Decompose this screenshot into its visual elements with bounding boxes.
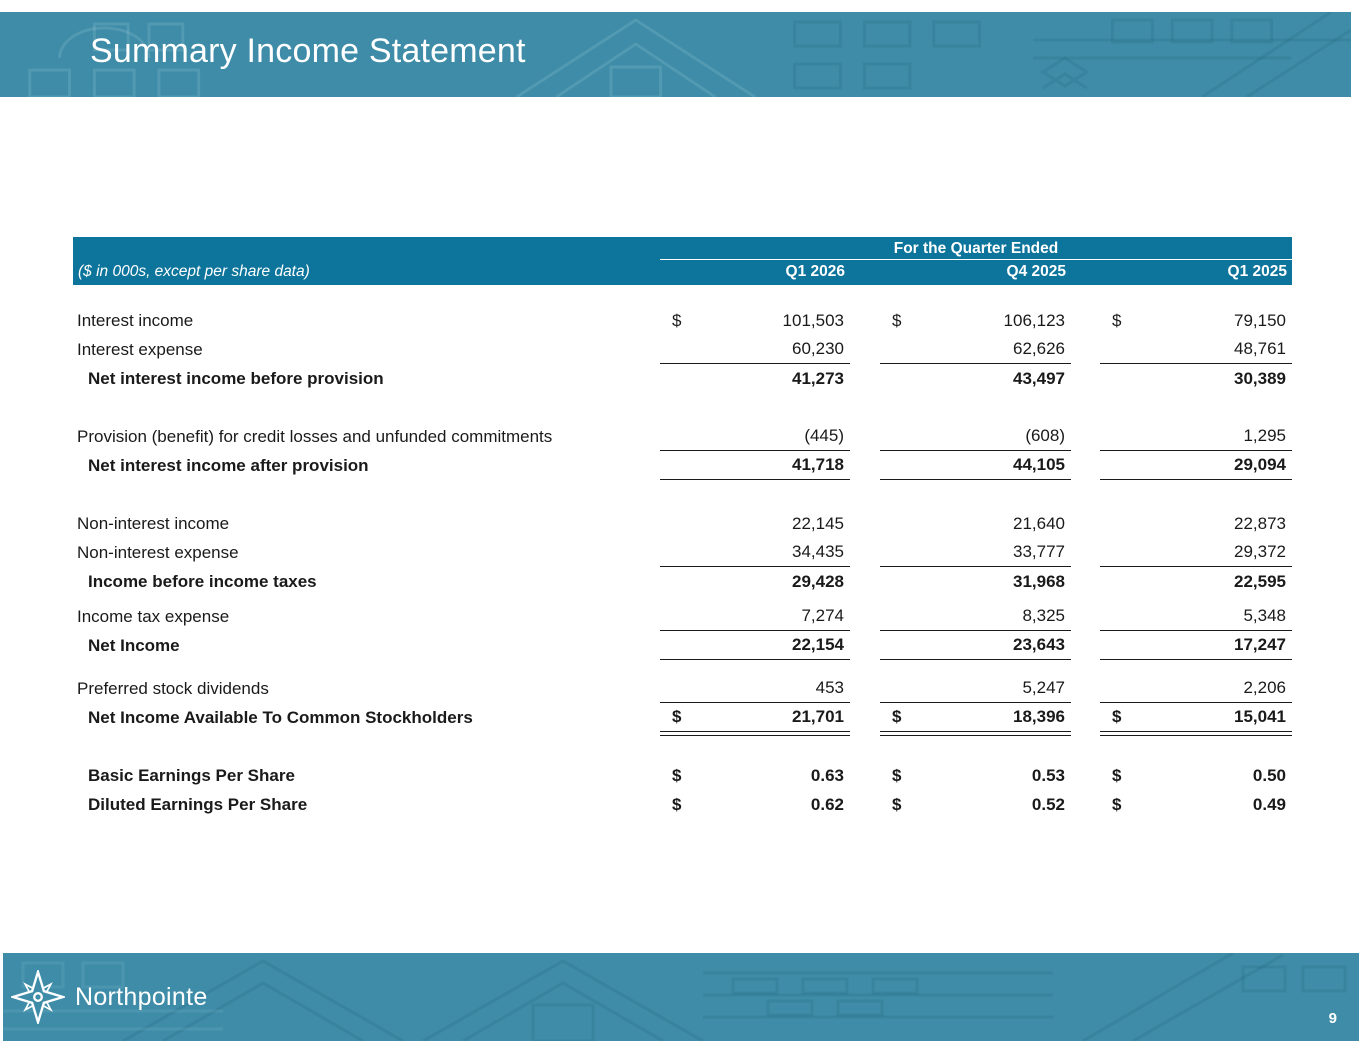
- table-row: [73, 790, 1292, 819]
- cell-q1-2026: [660, 306, 850, 335]
- logo: [11, 970, 208, 1024]
- cell-value: (445): [804, 426, 844, 445]
- row-label: Non-interest expense: [77, 542, 239, 562]
- cell-q1-2025: [1100, 703, 1292, 732]
- row-label: Net interest income after provision: [88, 455, 369, 475]
- column-headers: [660, 260, 1292, 284]
- cell-q1-2025: [1100, 674, 1292, 703]
- units-note: ($ in 000s, except per share data): [78, 263, 310, 280]
- row-label: Net Income: [88, 635, 180, 655]
- cell-q1-2025: [1100, 364, 1292, 393]
- cell-value: 0.53: [1031, 765, 1065, 785]
- column-header-q1-2026: Q1 2026: [785, 263, 845, 280]
- table-body: [73, 285, 1292, 819]
- table-header: [73, 237, 1292, 285]
- cell-q1-2026: [660, 335, 850, 364]
- cell-q1-2026: [660, 364, 850, 393]
- row-label: Basic Earnings Per Share: [88, 765, 295, 785]
- cell-q1-2026: [660, 422, 850, 451]
- column-header-q1-2025: Q1 2025: [1227, 263, 1287, 280]
- cell-q1-2025: [1100, 631, 1292, 660]
- row-label: Non-interest income: [77, 513, 230, 533]
- cell-q1-2025: [1100, 567, 1292, 596]
- spacer-row: [73, 393, 1292, 422]
- cell-value: 18,396: [1013, 707, 1065, 726]
- title-banner: [0, 12, 1351, 97]
- cell-value: 60,230: [792, 339, 844, 358]
- cell-value: 29,094: [1234, 455, 1286, 474]
- cell-value: 0.50: [1252, 765, 1286, 785]
- logo-text: Northpointe: [75, 982, 208, 1011]
- spacer-row: [73, 480, 1292, 509]
- cell-value: 15,041: [1234, 707, 1286, 726]
- row-label: Income before income taxes: [88, 571, 317, 591]
- cell-q1-2025: [1100, 602, 1292, 631]
- table-row: [73, 306, 1292, 335]
- table-row: [73, 567, 1292, 596]
- cell-q4-2025: [880, 335, 1071, 364]
- cell-q1-2026: [660, 674, 850, 703]
- dollar-sign: $: [892, 794, 902, 814]
- cell-value: 22,154: [792, 635, 844, 654]
- cell-q4-2025: [880, 306, 1071, 335]
- cell-q1-2026: [660, 631, 850, 660]
- cell-q1-2026: [660, 538, 850, 567]
- dollar-sign: $: [892, 765, 902, 785]
- row-label: Interest expense: [77, 339, 203, 359]
- dollar-sign: $: [1112, 310, 1122, 330]
- cell-q4-2025: [880, 631, 1071, 660]
- cell-value: 453: [815, 678, 844, 697]
- table-row: [73, 538, 1292, 567]
- cell-q1-2026: [660, 509, 850, 538]
- cell-q4-2025: [880, 451, 1071, 480]
- cell-q1-2025: [1100, 509, 1292, 538]
- cell-value: 29,428: [792, 571, 844, 591]
- cell-value: 0.49: [1252, 794, 1286, 814]
- dollar-sign: $: [672, 765, 682, 785]
- table-row: [73, 703, 1292, 732]
- cell-q1-2026: [660, 790, 850, 819]
- cell-q1-2025: [1100, 306, 1292, 335]
- dollar-sign: $: [892, 310, 902, 330]
- row-label: Provision (benefit) for credit losses and unfunded commitments: [77, 426, 553, 446]
- table-row: [73, 422, 1292, 451]
- cell-q4-2025: [880, 567, 1071, 596]
- cell-value: 17,247: [1234, 635, 1286, 654]
- cell-q4-2025: [880, 509, 1071, 538]
- dollar-sign: $: [892, 707, 902, 726]
- cell-value: 1,295: [1243, 426, 1286, 445]
- table-row: [73, 631, 1292, 660]
- table-row: [73, 451, 1292, 480]
- cell-q4-2025: [880, 538, 1071, 567]
- cell-value: 101,503: [782, 310, 844, 330]
- row-label: Preferred stock dividends: [77, 678, 269, 698]
- dollar-sign: $: [672, 794, 682, 814]
- cell-q1-2025: [1100, 538, 1292, 567]
- dollar-sign: $: [1112, 707, 1122, 726]
- cell-value: 22,595: [1234, 571, 1286, 591]
- cell-q4-2025: [880, 674, 1071, 703]
- column-header-q4-2025: Q4 2025: [1006, 263, 1066, 280]
- cell-q1-2025: [1100, 335, 1292, 364]
- cell-value: 62,626: [1013, 339, 1065, 358]
- cell-q1-2026: [660, 451, 850, 480]
- cell-value: 5,247: [1022, 678, 1065, 697]
- cell-q4-2025: [880, 703, 1071, 732]
- cell-value: 0.63: [810, 765, 844, 785]
- cell-value: 44,105: [1013, 455, 1065, 474]
- table-row: [73, 674, 1292, 703]
- table-row: [73, 761, 1292, 790]
- income-statement-table: [73, 237, 1292, 819]
- cell-q1-2025: [1100, 761, 1292, 790]
- cell-q1-2025: [1100, 790, 1292, 819]
- cell-q1-2025: [1100, 422, 1292, 451]
- row-label: Interest income: [77, 310, 194, 330]
- cell-q1-2026: [660, 567, 850, 596]
- cell-value: 41,273: [792, 368, 844, 388]
- cell-value: 43,497: [1013, 368, 1065, 388]
- row-label: Net interest income before provision: [88, 368, 384, 388]
- cell-q1-2026: [660, 761, 850, 790]
- cell-q1-2025: [1100, 451, 1292, 480]
- cell-q1-2026: [660, 703, 850, 732]
- cell-value: 29,372: [1234, 542, 1286, 561]
- cell-value: 2,206: [1243, 678, 1286, 697]
- dollar-sign: $: [672, 707, 682, 726]
- cell-value: 21,640: [1013, 513, 1065, 533]
- cell-q4-2025: [880, 364, 1071, 393]
- cell-value: (608): [1025, 426, 1065, 445]
- cell-value: 31,968: [1013, 571, 1065, 591]
- quarter-header-group: [660, 237, 1292, 285]
- compass-icon: [11, 970, 65, 1024]
- table-row: [73, 364, 1292, 393]
- footer-banner: [3, 953, 1359, 1041]
- cell-q4-2025: [880, 761, 1071, 790]
- cell-value: 8,325: [1022, 606, 1065, 625]
- row-label: Net Income Available To Common Stockholders: [88, 707, 473, 727]
- cell-value: 79,150: [1234, 310, 1286, 330]
- cell-q4-2025: [880, 790, 1071, 819]
- table-row: [73, 509, 1292, 538]
- cell-q4-2025: [880, 422, 1071, 451]
- row-label: Diluted Earnings Per Share: [88, 794, 308, 814]
- table-row: [73, 602, 1292, 631]
- dollar-sign: $: [672, 310, 682, 330]
- group-header-label: For the Quarter Ended: [660, 237, 1292, 260]
- cell-value: 23,643: [1013, 635, 1065, 654]
- cell-value: 22,873: [1234, 513, 1286, 533]
- dollar-sign: $: [1112, 794, 1122, 814]
- table-row: [73, 335, 1292, 364]
- cell-value: 48,761: [1234, 339, 1286, 358]
- spacer-row: [73, 660, 1292, 674]
- cell-value: 34,435: [792, 542, 844, 561]
- cell-value: 0.52: [1031, 794, 1065, 814]
- page-title: Summary Income Statement: [90, 32, 526, 70]
- cell-q4-2025: [880, 602, 1071, 631]
- cell-value: 41,718: [792, 455, 844, 474]
- cell-value: 0.62: [810, 794, 844, 814]
- dollar-sign: $: [1112, 765, 1122, 785]
- cell-value: 106,123: [1003, 310, 1065, 330]
- cell-value: 22,145: [792, 513, 844, 533]
- cell-value: 21,701: [792, 707, 844, 726]
- spacer-row: [73, 732, 1292, 761]
- cell-value: 33,777: [1013, 542, 1065, 561]
- cell-q1-2026: [660, 602, 850, 631]
- cell-value: 5,348: [1243, 606, 1286, 625]
- cell-value: 30,389: [1234, 368, 1286, 388]
- row-label: Income tax expense: [77, 606, 230, 626]
- page-number: 9: [1328, 1010, 1337, 1027]
- cell-value: 7,274: [801, 606, 844, 625]
